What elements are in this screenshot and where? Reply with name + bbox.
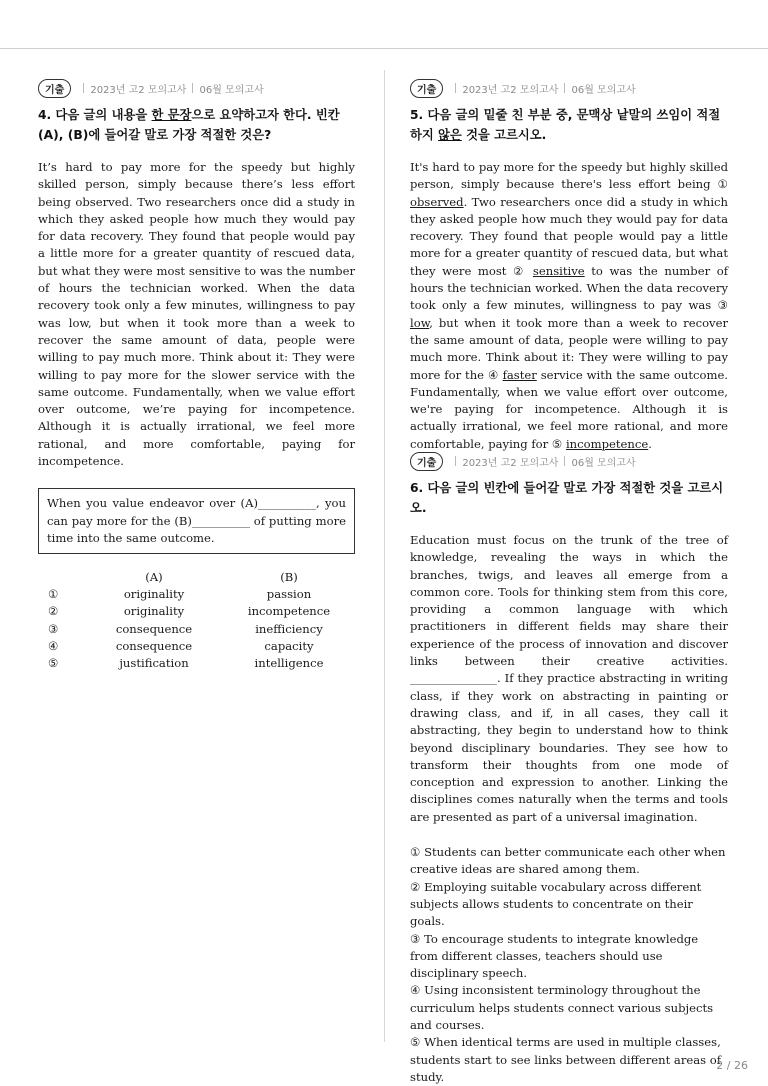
q6-exam: 2023년 고2 모의고사	[462, 457, 559, 469]
q6-badge: 기출	[410, 452, 443, 471]
q5-meta	[410, 78, 728, 98]
q6-meta	[410, 451, 728, 471]
q6-month: 06월 모의고사	[571, 457, 636, 469]
q4-option[interactable]: ② originality incompetence	[48, 604, 331, 619]
q5-underline-4: faster	[502, 367, 537, 382]
q4-title: 4. 다음 글의 내용을 한 문장으로 요약하고자 한다. 빈칸 (A), (B)에 들어갈 말로 가장 적절한 것은?	[38, 108, 340, 142]
q5-badge: 기출	[410, 79, 443, 98]
q6-choice[interactable]: ⑤ When identical terms are used in multiple classes, students start to see links between different areas of study.	[410, 1035, 722, 1084]
q6-choice[interactable]: ② Employing suitable vocabulary across different subjects allows students to concentrate on their goals.	[410, 879, 702, 929]
q4-col-a: (A)	[145, 569, 163, 584]
q5-passage: It's hard to pay more for the speedy but highly skilled person, simply because there's less effort being ① observed. Two researchers once did a study in which they asked people how much they would pay for data recovery. They found that people would pay a little more for a greater quantity of rescued data, but what they were most ② sensitive to was the number of hours the technician worked. When the data recovery took only a few minutes, willingness to pay was ③ low, but when it took more than a week to recover the same amount of data, people were willing to pay much more. Think about it: They were willing to pay more for the ④ faster service with the same outcome. Fundamentally, when we value effort over outcome, we're paying for incompetence. Although it is actually irrational, we feel more rational, and more comfortable, paying for ⑤ incompetence.	[410, 160, 728, 451]
question-6	[410, 451, 728, 1086]
q4-exam: 2023년 고2 모의고사	[90, 84, 187, 96]
q4-summary-box: When you value endeavor over (A)__________, you can pay more for the (B)__________ of putting more time into the same outcome.	[38, 488, 355, 554]
q4-month: 06월 모의고사	[199, 84, 264, 96]
column-divider	[384, 70, 385, 1042]
q4-option[interactable]: ① originality passion	[48, 587, 312, 602]
q4-option[interactable]: ④ consequence capacity	[48, 639, 314, 654]
question-4	[38, 78, 355, 672]
q5-underline-5: incompetence	[565, 436, 649, 451]
q4-options-header	[38, 568, 354, 585]
q4-option[interactable]: ⑤ justification intelligence	[48, 656, 324, 671]
q6-choice[interactable]: ③ To encourage students to integrate knowledge from different classes, teachers should use disciplinary speech.	[410, 931, 699, 981]
q6-title: 6. 다음 글의 빈칸에 들어갈 말로 가장 적절한 것을 고르시오.	[410, 481, 724, 515]
q5-underline-1: observed	[410, 194, 464, 209]
q4-options-table	[38, 568, 354, 672]
q6-choice[interactable]: ④ Using inconsistent terminology throughout the curriculum helps students connect various subjects and courses.	[410, 983, 714, 1033]
q4-option[interactable]: ③ consequence inefficiency	[48, 621, 323, 636]
q4-meta	[38, 78, 355, 98]
q6-passage: Education must focus on the trunk of the tree of knowledge, revealing the ways in which the branches, twigs, and leaves all emerge from a common core. Tools for thinking stem from this core, providing a common language with which practitioners in different fields may share their experience of the process of innovation and discover links between their creative activities. _______________. If they practice abstracting in writing class, if they work on abstracting in painting or drawing class, and if, in all cases, they call it abstracting, they begin to understand how to think beyond disciplinary boundaries. They see how to transform their thoughts from one mode of conception and expression to another. Linking the disciplines comes naturally when the terms and tools are presented as part of a universal imagination.	[410, 533, 728, 824]
q4-passage: It’s hard to pay more for the speedy but highly skilled person, simply because there’s less effort being observed. Two researchers once did a study in which they asked people how much they would pay for data recovery. They found that people would pay a little more for a greater quantity of rescued data, but what they were most sensitive to was the number of hours the technician worked. When the data recovery took only a few minutes, willingness to pay was low, but when it took more than a week to recover the same amount of data, people were willing to pay much more. Think about it: They were willing to pay more for the slower service with the same outcome. Fundamentally, when we value effort over outcome, we’re paying for incompetence. Although it is actually irrational, we feel more rational, and more comfortable, paying for incompetence.	[38, 160, 355, 469]
q5-title: 5. 다음 글의 밑줄 친 부분 중, 문맥상 낱말의 쓰임이 적절하지 않은 것을 고르시오.	[410, 108, 721, 142]
page-number: 2 / 26	[716, 1059, 748, 1072]
header-rule	[0, 48, 768, 49]
q6-choices	[410, 844, 728, 1086]
q5-underline-3: low	[410, 315, 430, 330]
q5-exam: 2023년 고2 모의고사	[462, 84, 559, 96]
q4-badge: 기출	[38, 79, 71, 98]
q6-choice[interactable]: ① Students can better communicate each other when creative ideas are shared among them.	[410, 845, 726, 877]
q4-col-b: (B)	[280, 569, 298, 584]
question-5	[410, 78, 728, 453]
q5-underline-2: sensitive	[532, 263, 585, 278]
q5-month: 06월 모의고사	[571, 84, 636, 96]
